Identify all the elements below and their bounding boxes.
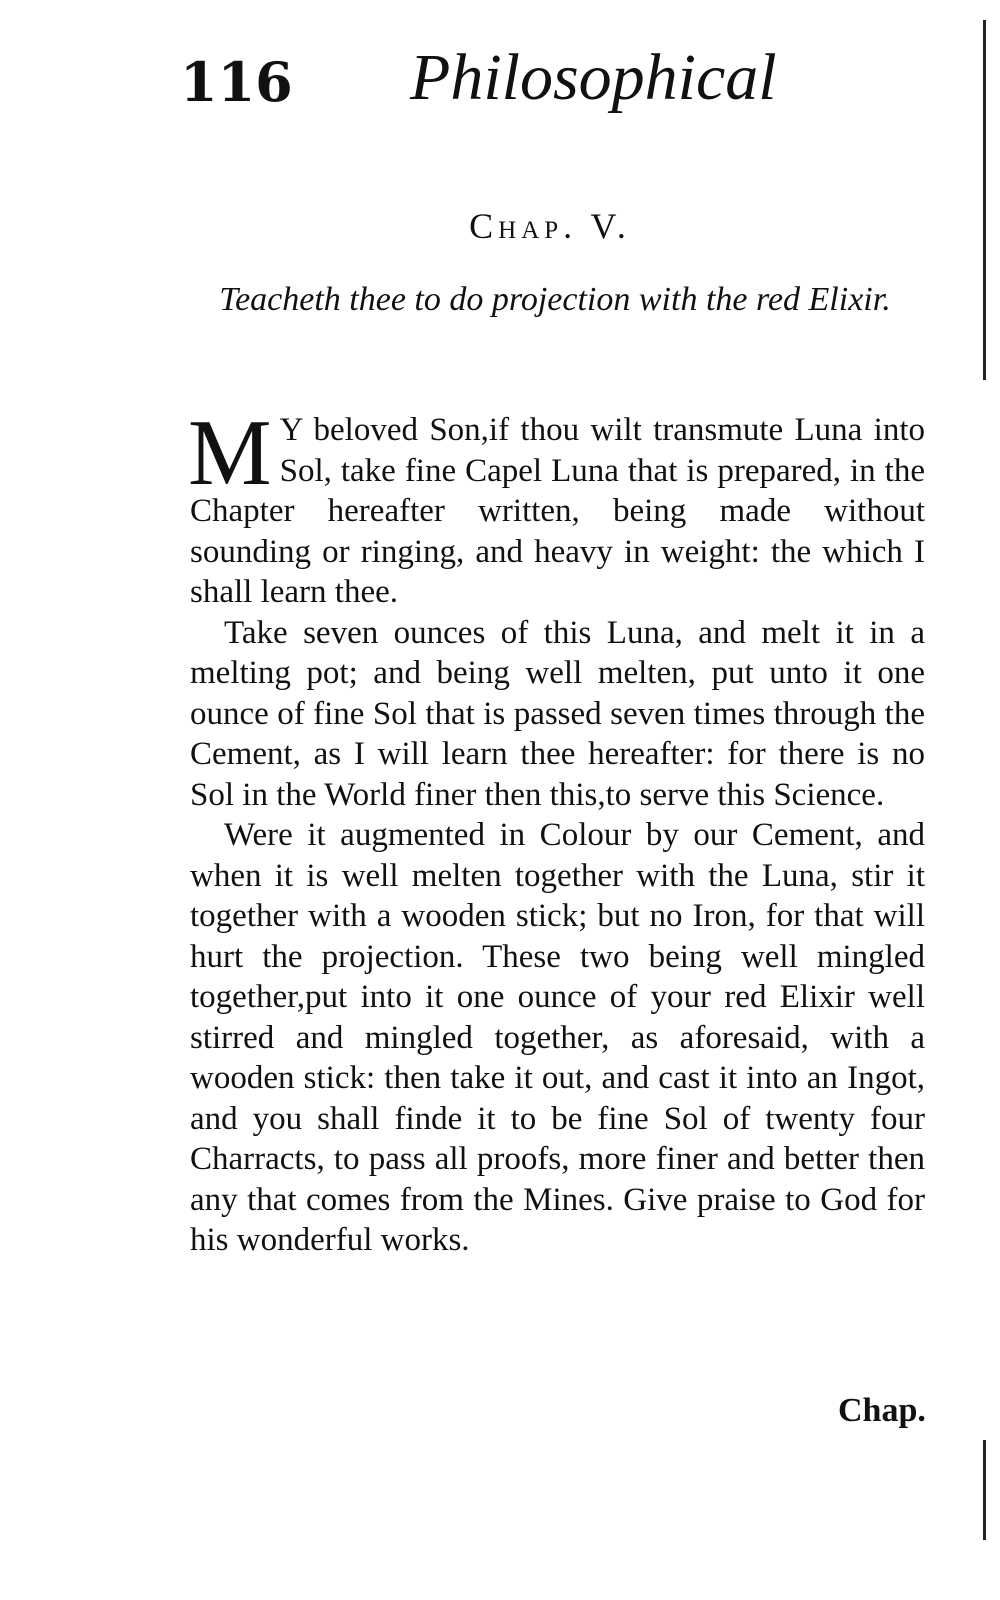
page-number: 116 <box>180 50 293 114</box>
paragraph <box>188 401 925 613</box>
page-edge-rule <box>983 1440 986 1540</box>
catchword: Chap. <box>838 1392 926 1429</box>
page-header <box>180 40 777 130</box>
drop-cap: M <box>188 401 272 505</box>
paragraph <box>190 815 925 1261</box>
chapter-title: Chap. V. <box>469 206 631 246</box>
paragraph-text: Take seven ounces of this Luna, and melt it in a melting pot; and being well melten, put unto it one ounce of fine Sol that is passed seven times through the Cement, as I will learn thee hereafter: for there is no Sol in the World finer then this,to serve this Science. <box>190 614 925 813</box>
paragraph-text: Were it augmented in Colour by our Cement, and when it is well melten together with the Luna, stir it together with a wooden stick; but no Iron, for that will hurt the projection. These two being well mingled together,put into it one ounce of your red Elixir well stirred and mingled together, as aforesaid, with a wooden stick: then take it out, and cast it into an Ingot, and you shall finde it to be fine Sol of twenty four Charracts, to pass all proofs, more finer and better then any that comes from the Mines. Give praise to God for his wonderful works. <box>190 817 925 1258</box>
page-edge-rule <box>983 20 986 380</box>
running-head: Philosophical <box>410 41 777 114</box>
chapter-body <box>188 401 925 1261</box>
paragraph-text: Y beloved Son,if thou wilt transmute Luna into Sol, take fine Capel Luna that is prepared, in the Chapter hereafter written, being made without sounding or ringing, and heavy in weight: the which I shall learn thee. <box>190 412 925 610</box>
chapter-subtitle: Teacheth thee to do projection with the red Elixir. <box>219 281 891 318</box>
paragraph <box>190 613 925 816</box>
